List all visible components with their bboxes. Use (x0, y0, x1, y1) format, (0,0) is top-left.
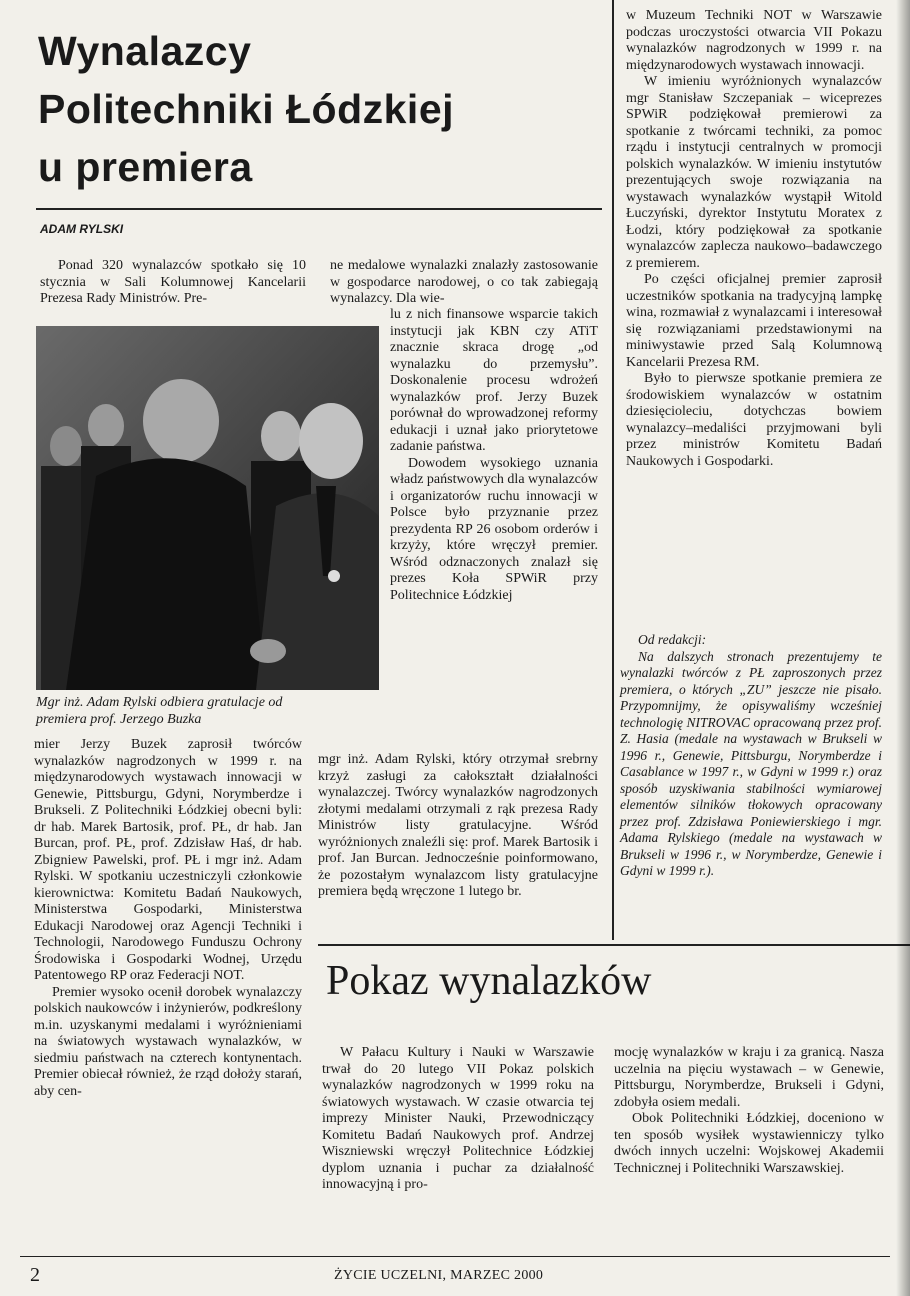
col2-body-p1: lu z nich finansowe wsparcie takich instytucji jak KBN czy ATiT znacznie skraca drogę „od wynalazku do przemysłu”. Doskonalenie procesu wdrożeń wynalazków prof. Jerzy Buzek porównał do wprowadzonej reformy edukacji i uznał jako priorytetowe zadanie państwa. (390, 307, 598, 454)
column-2-bottom (318, 752, 598, 901)
col3-p3: Po części oficjalnej premier zaprosił uczestników spotkania na tradycyjną lampkę wina, rozmawiał z wynalazcami i interesował się rozwiązaniami przedstawionymi na miniwystawie przed Salą Kolumnową Kancelarii Prezesa RM. (626, 272, 882, 370)
publication-footer: ŻYCIE UCZELNI, MARZEC 2000 (334, 1268, 544, 1283)
col3-p1: w Muzeum Techniki NOT w Warszawie podczas uroczystości otwarcia VII Pokazu wynalazków nagrodzonych w 1999 r. na międzynarodowych wystawach innowacji. (626, 8, 882, 73)
column-2-top (330, 258, 598, 308)
article2-col-b-p2: Obok Politechniki Łódzkiej, doceniono w ten sposób wysiłek wystawienniczy tylko dwóch innych uczelni: Wojskowej Akademii Technicznej i Politechniki Warszawskiej. (614, 1111, 884, 1176)
title-line-3: u premiera (38, 144, 253, 190)
article2-col-a-text: W Pałacu Kultury i Nauki w Warszawie trwał do 20 lutego VII Pokaz polskich wynalazków nagrodzonych w 1999 roku na światowych wystawach. W czasie otwarcia tej imprezy Minister Nauki, Przewodniczący Komitetu Badań Naukowych prof. Andrzej Wiszniewski wręczył Politechnice Łódzkiej dyplom uznania i puchar za działalność innowacyjną i pro- (322, 1045, 594, 1192)
editorial-note (620, 632, 882, 880)
col2-top-text: ne medalowe wynalazki znalazły zastosowanie w gospodarce narodowej, o co tak zabiegają wynalazcy. Dla wie- (330, 258, 598, 306)
column-divider-vertical (612, 0, 614, 940)
col1-p1: mier Jerzy Buzek zaprosił twórców wynalazków nagrodzonych w 1999 r. na międzynarodowych wystawach innowacji w Genewie, Pittsburgu, Gdyni, Norymberdze i Brukseli. Z Politechniki Łódzkiej obecni byli: dr hab. Marek Bartosik, prof. PŁ, dr hab. Jan Burcan, prof. PŁ, prof. Zdzisław Haś, dr hab. Zbigniew Pawelski, prof. PŁ i mgr inż. Adam Rylski. W spotkaniu uczestniczyli członkowie kierownictwa: Komitetu Badań Naukowych, Ministerstwa Gospodarki, Ministerstwa Edukacji Narodowej oraz Agencji Techniki i Technologii, Narodowego Funduszu Ochrony Środowiska i Gospodarki Wodnej, Urzędu Patentowego RP oraz Federacji NOT. (34, 737, 302, 983)
column-1-bottom (34, 737, 302, 1100)
title-line-1: Wynalazcy (38, 28, 252, 74)
col3-p2: W imieniu wyróżnionych wynalazców mgr Stanisław Szczepaniak – wiceprezes SPWiR podziękował premierowi za spotkanie z twórcami techniki, za pomoc rządu i instytucji centralnych w promocji polskich wynalazków. W imieniu instytutów prezentujących swoje rozwiązania na wystawach wynalazków wystąpił Witold Łuczyński, dyrektor Instytutu Moratex z Łodzi, który podziękował za spotkanie wynalazców zaplecza naukowo–badawczego z premierem. (626, 74, 882, 271)
article-title (38, 22, 608, 196)
column-3 (626, 8, 882, 470)
page-edge-shadow (896, 0, 910, 1296)
col1-p2: Premier wysoko ocenił dorobek wynalazczy polskich naukowców i inżynierów, podkreślony m.in. uzyskanymi medalami i wyróżnieniami na światowych wystawach wynalazków, w siedmiu państwach na czterech kontynentach. Premier obiecał również, że rząd dołoży starań, aby cen- (34, 984, 302, 1099)
col2-body-p2: Dowodem wysokiego uznania władz państwowych dla wynalazców i organizatorów ruchu innowacji w Polsce było przyznanie przez prezydenta RP 26 osobom orderów i krzyży, które wręczył premier. Wśród odznaczonych znalazł się prezes Koła SPWiR przy Politechnice Łódzkiej (390, 455, 598, 603)
column-2-body (390, 307, 598, 604)
col2-bottom-text: mgr inż. Adam Rylski, który otrzymał srebrny krzyż zasługi za całokształt działalności wynalazczej. Twórcy wynalazków nagrodzonych złotymi medalami otrzymali z rąk prezesa Rady Ministrów listy gratulacyjne. Wśród wyróżnionych znaleźli się: prof. Marek Bartosik i prof. Jan Burcan. Jednocześnie poinformowano, że pozostałym wynalazcom listy gratulacyjne premiera będą wręczone 1 lutego br. (318, 752, 598, 899)
article-photo (36, 326, 379, 690)
article2-column-b (614, 1045, 884, 1177)
page-number: 2 (30, 1264, 40, 1286)
footer-rule (20, 1256, 890, 1257)
article2-col-b-p1: mocję wynalazków w kraju i za granicą. Nasza uczelnia na pięciu wystawach – w Genewie, Pittsburgu, Norymberdze, Brukseli i Gdyni, zdobyła osiem medali. (614, 1045, 884, 1110)
article2-title: Pokaz wynalazków (326, 958, 652, 1004)
section-divider (318, 944, 910, 946)
title-rule (36, 208, 602, 210)
editorial-text: Na dalszych stronach prezentujemy te wynalazki twórców z PŁ zaproszonych przez premiera, o których „ZU” jeszcze nie pisało. Przypomnijmy, że opisywaliśmy wcześniej technologię NITROVAC opracowaną przez prof. Z. Hasia (medale na wystawach w Brukseli w 1996 r., Genewie, Pittsburgu, Norymberdze i Casablance w 1997 r., w Gdyni w 1999 r.) oraz sposób uzyskiwania stabilności wymiarowej elementów silników tłokowych opracowany przez prof. Zdzisława Poniewierskiego i mgr. Adama Rylskiego (medale na wystawach w Brukseli w 1996 r., w Norymberdze, Genewie i Gdyni w 1999 r.). (620, 648, 882, 878)
lead-paragraph (40, 258, 306, 308)
article2-column-a (322, 1045, 594, 1194)
col3-p4: Było to pierwsze spotkanie premiera ze środowiskiem wynalazców w ostatnim dziesięcioleciu, dotychczas bowiem wynalazcy–medaliści przyjmowani byli przez ministrów Komitetu Badań Naukowych i Gospodarki. (626, 371, 882, 469)
photo-caption: Mgr inż. Adam Rylski odbiera gratulacje od premiera prof. Jerzego Buzka (36, 695, 283, 727)
lead-text: Ponad 320 wynalazców spotkało się 10 stycznia w Sali Kolumnowej Kancelarii Prezesa Rady Ministrów. Pre- (40, 258, 306, 306)
photo-illustration (36, 326, 379, 690)
title-line-2: Politechniki Łódzkiej (38, 86, 455, 132)
author-byline: ADAM RYLSKI (40, 222, 124, 236)
editorial-heading: Od redakcji: (638, 632, 707, 647)
